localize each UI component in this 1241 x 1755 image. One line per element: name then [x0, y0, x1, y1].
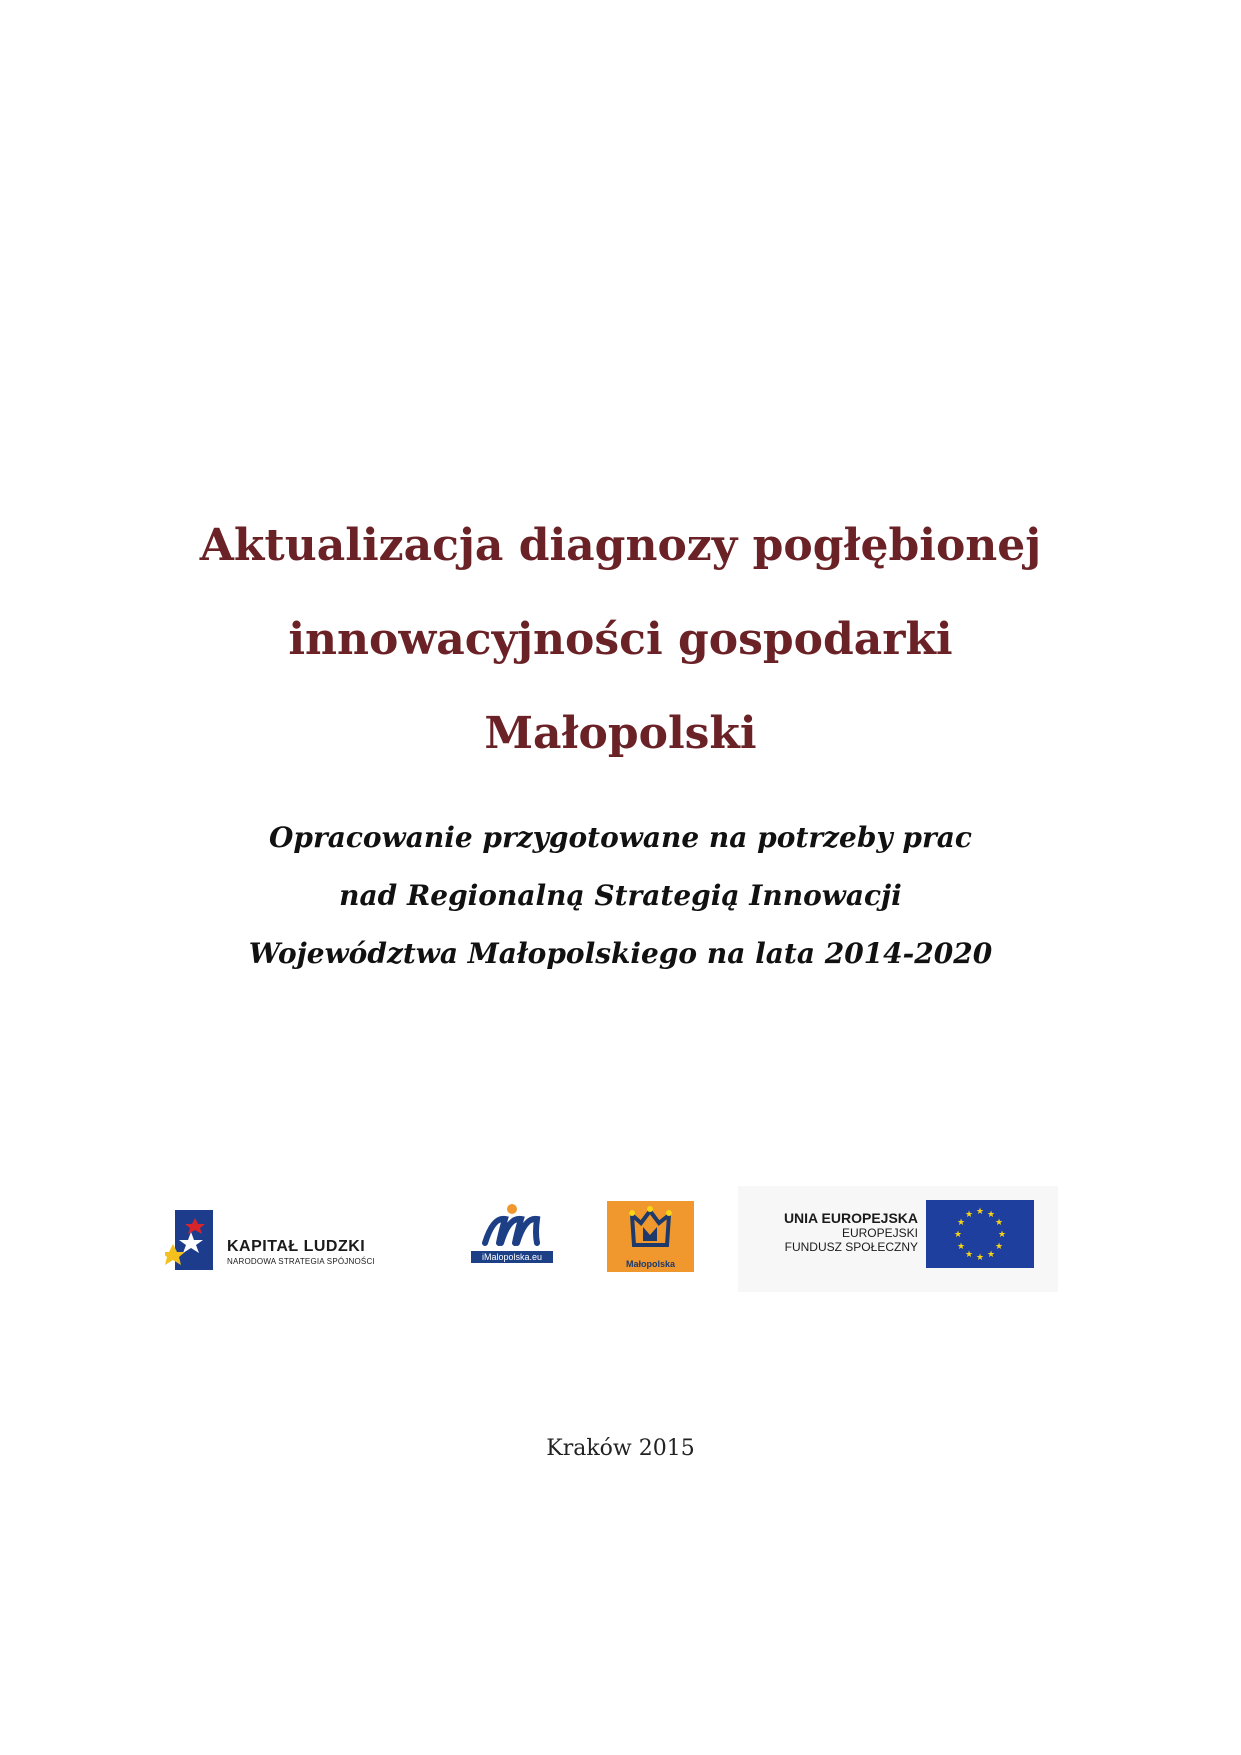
imalopolska-logo	[471, 1203, 561, 1271]
svg-text:★: ★	[986, 1250, 996, 1260]
kapital-ludzki-logo	[165, 1210, 405, 1270]
eu-fund-logo	[738, 1186, 1058, 1292]
svg-text:★: ★	[964, 1210, 974, 1220]
document-title-line-2: innowacyjności gospodarki	[288, 614, 953, 665]
svg-text:★: ★	[975, 1207, 985, 1217]
eu-flag-icon	[926, 1200, 1034, 1268]
kapital-ludzki-text	[227, 1238, 375, 1266]
svg-text:★: ★	[953, 1230, 963, 1240]
kapital-ludzki-main-label: KAPITAŁ LUDZKI	[227, 1238, 366, 1255]
svg-text:★: ★	[956, 1242, 966, 1252]
svg-text:★: ★	[986, 1210, 996, 1220]
document-subtitle-line-2: nad Regionalną Strategią Innowacji	[339, 879, 902, 912]
eu-fund-text	[784, 1210, 918, 1254]
document-subtitle-line-1: Opracowanie przygotowane na potrzeby prac	[269, 821, 972, 854]
document-title-line-1: Aktualizacja diagnozy pogłębionej	[199, 520, 1042, 571]
svg-text:★: ★	[994, 1218, 1004, 1228]
malopolska-label: Małopolska	[625, 1259, 675, 1269]
svg-text:★: ★	[956, 1218, 966, 1228]
svg-text:★: ★	[964, 1250, 974, 1260]
eu-union-label: UNIA EUROPEJSKA	[783, 1210, 918, 1226]
svg-text:★: ★	[997, 1230, 1007, 1240]
eu-fund-label-1: EUROPEJSKI	[841, 1226, 918, 1240]
malopolska-logo	[607, 1201, 694, 1272]
place-and-date: Kraków 2015	[546, 1436, 695, 1461]
malopolska-crown-icon	[607, 1201, 694, 1259]
svg-text:★: ★	[994, 1242, 1004, 1252]
svg-text:★: ★	[975, 1253, 985, 1263]
imalopolska-emblem-icon	[471, 1203, 553, 1249]
document-title-line-3: Małopolski	[484, 708, 757, 759]
kapital-ludzki-sub-label: NARODOWA STRATEGIA SPÓJNOŚCI	[227, 1257, 375, 1266]
document-subtitle-line-3: Województwa Małopolskiego na lata 2014-2020	[248, 937, 993, 970]
imalopolska-label: iMalopolska.eu	[471, 1251, 553, 1263]
eu-fund-label-2: FUNDUSZ SPOŁECZNY	[784, 1240, 918, 1254]
kapital-ludzki-emblem-icon	[165, 1210, 213, 1270]
